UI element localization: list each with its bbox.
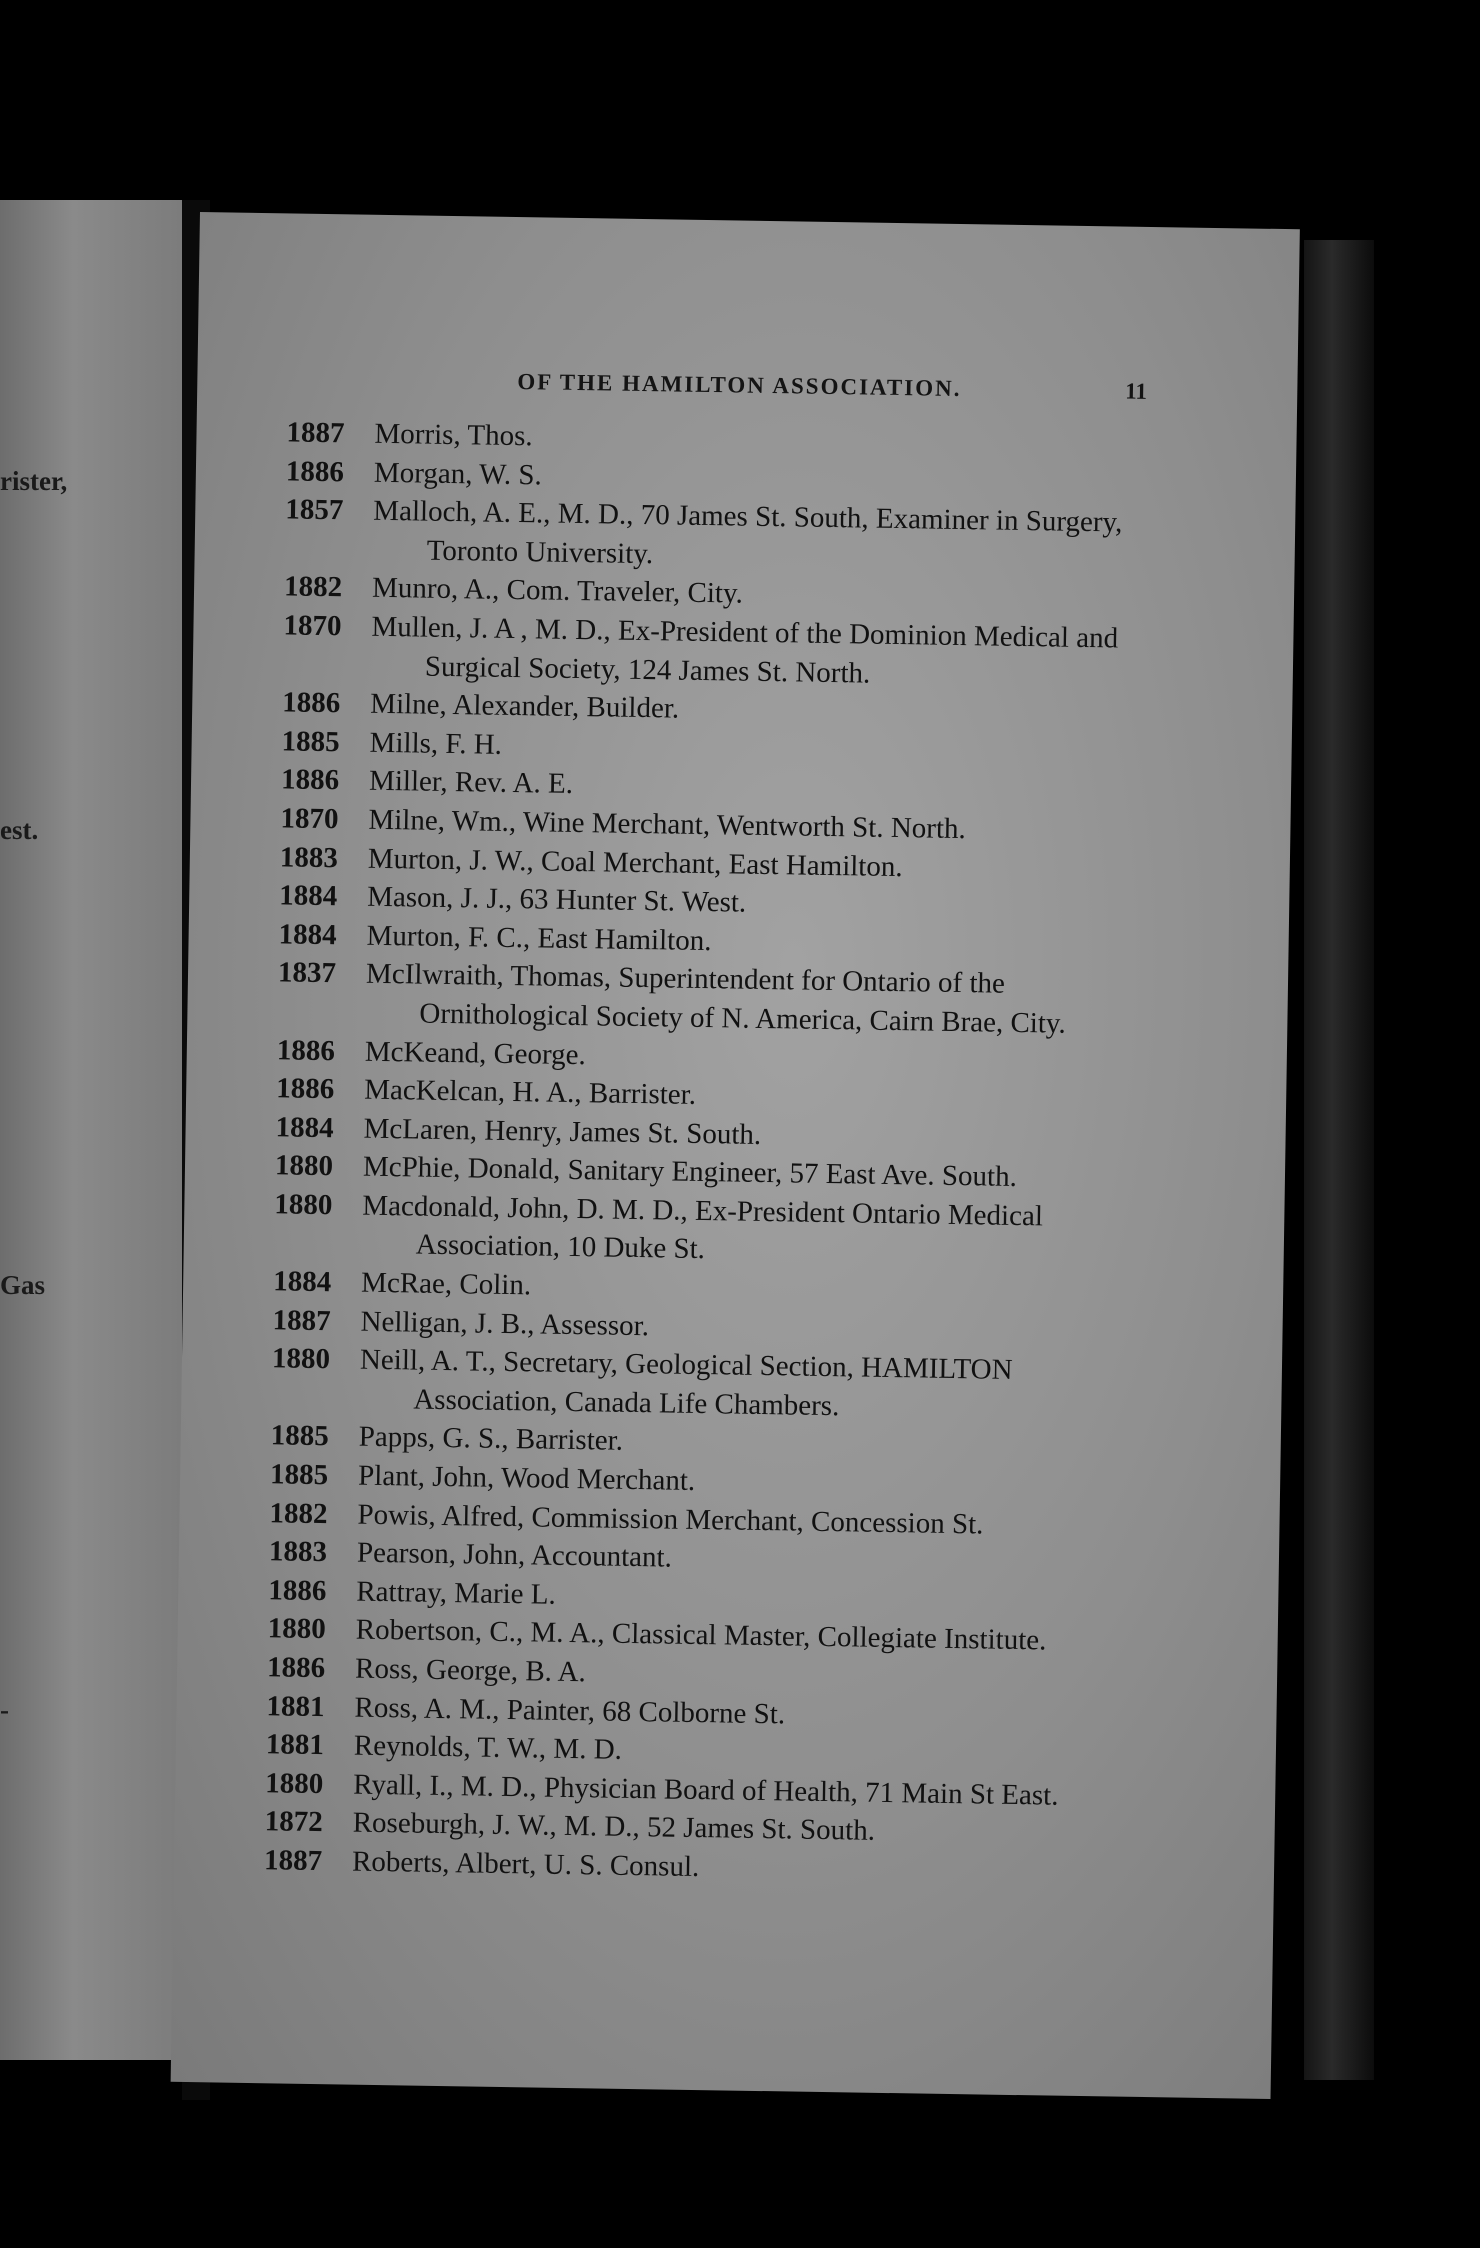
member-year: 1886 bbox=[285, 454, 345, 488]
member-details: Miller, Rev. A. E. bbox=[368, 765, 574, 801]
member-details: Murton, F. C., East Hamilton. bbox=[366, 919, 712, 957]
member-details: Robertson, C., M. A., Classical Master, Collegiate Institute. bbox=[355, 1614, 1047, 1657]
member-details: McKeand, George. bbox=[364, 1035, 586, 1071]
member-year: 1887 bbox=[286, 416, 345, 450]
member-year: 1886 bbox=[275, 1072, 335, 1106]
member-year: 1884 bbox=[272, 1265, 332, 1299]
member-year: 1881 bbox=[265, 1728, 325, 1762]
member-entry bbox=[283, 606, 1154, 697]
member-details: Munro, A., Com. Traveler, City. bbox=[371, 572, 744, 610]
member-year: 1885 bbox=[269, 1458, 329, 1492]
member-year: 1887 bbox=[272, 1303, 331, 1337]
member-details: Mason, J. J., 63 Hunter St. West. bbox=[367, 880, 747, 919]
member-details: MacKelcan, H. A., Barrister. bbox=[363, 1073, 697, 1111]
member-year: 1872 bbox=[264, 1805, 323, 1839]
member-year: 1882 bbox=[269, 1496, 328, 1530]
member-details: Powis, Alfred, Commission Merchant, Concession St. bbox=[357, 1498, 984, 1541]
member-year: 1887 bbox=[263, 1844, 323, 1878]
member-details: McIlwraith, Thomas, Superintendent for Ontario of the Ornithological Society of N. America, Cairn Brae, City. bbox=[365, 958, 1067, 1040]
member-entry bbox=[277, 954, 1148, 1045]
left-page bbox=[0, 200, 182, 2060]
left-page-fragment: rister, bbox=[0, 466, 68, 496]
member-details: Ross, George, B. A. bbox=[354, 1652, 587, 1689]
book-page bbox=[171, 212, 1300, 2099]
member-details: Reynolds, T. W., M. D. bbox=[353, 1729, 623, 1767]
left-page-fragment: est. bbox=[0, 815, 39, 845]
member-year: 1883 bbox=[268, 1535, 328, 1569]
member-details: Malloch, A. E., M. D., 70 James St. South, Examiner in Surgery, Toronto University. bbox=[373, 494, 1123, 570]
member-year: 1870 bbox=[280, 802, 339, 836]
member-year: 1880 bbox=[274, 1149, 334, 1183]
member-details: Rattray, Marie L. bbox=[356, 1575, 557, 1611]
member-year: 1882 bbox=[283, 570, 343, 604]
member-year: 1886 bbox=[268, 1574, 327, 1607]
page-number: 11 bbox=[1125, 378, 1148, 404]
member-year: 1870 bbox=[283, 609, 342, 643]
member-details: Ryall, I., M. D., Physician Board of Health, 71 Main St East. bbox=[353, 1768, 1059, 1812]
member-entry bbox=[274, 1185, 1145, 1276]
member-year: 1880 bbox=[271, 1342, 331, 1376]
member-details: McRae, Colin. bbox=[360, 1266, 532, 1302]
member-list bbox=[264, 413, 1157, 1893]
member-details: Pearson, John, Accountant. bbox=[356, 1536, 673, 1574]
member-year: 1881 bbox=[266, 1689, 325, 1723]
member-details: McLaren, Henry, James St. South. bbox=[363, 1112, 762, 1151]
member-year: 1880 bbox=[274, 1188, 333, 1222]
member-year: 1886 bbox=[280, 763, 340, 797]
member-year: 1883 bbox=[279, 840, 339, 874]
page-edge-shadow bbox=[1304, 240, 1374, 2080]
member-details: Neill, A. T., Secretary, Geological Section, HAMILTON Association, Canada Life Chambers. bbox=[359, 1343, 1013, 1423]
member-details: Ross, A. M., Painter, 68 Colborne St. bbox=[354, 1691, 786, 1730]
member-details: Macdonald, John, D. M. D., Ex-President Ontario Medical Association, 10 Duke St. bbox=[362, 1189, 1044, 1266]
member-year: 1885 bbox=[270, 1419, 330, 1453]
member-details: Nelligan, J. B., Assessor. bbox=[360, 1305, 650, 1342]
member-year: 1880 bbox=[265, 1767, 324, 1800]
member-details: Morgan, W. S. bbox=[373, 456, 543, 491]
member-entry bbox=[284, 491, 1155, 582]
member-details: Roberts, Albert, U. S. Consul. bbox=[351, 1845, 700, 1884]
member-details: Morris, Thos. bbox=[374, 417, 533, 453]
member-year: 1880 bbox=[267, 1612, 327, 1646]
member-year: 1837 bbox=[277, 956, 337, 990]
member-year: 1884 bbox=[278, 918, 337, 951]
member-details: Papps, G. S., Barrister. bbox=[358, 1421, 624, 1458]
member-details: Murton, J. W., Coal Merchant, East Hamilton. bbox=[367, 842, 903, 883]
running-head: OF THE HAMILTON ASSOCIATION. bbox=[517, 369, 962, 401]
member-details: Milne, Wm., Wine Merchant, Wentworth St. North. bbox=[368, 803, 967, 846]
left-page-fragment: Gas bbox=[0, 1270, 46, 1300]
member-year: 1857 bbox=[285, 493, 344, 527]
member-year: 1884 bbox=[279, 879, 338, 913]
member-details: Mills, F. H. bbox=[369, 726, 503, 761]
member-year: 1886 bbox=[266, 1651, 326, 1685]
member-details: McPhie, Donald, Sanitary Engineer, 57 East Ave. South. bbox=[362, 1150, 1018, 1194]
member-details: Mullen, J. A , M. D., Ex-President of the Dominion Medical and Surgical Society, 124 James St. North. bbox=[371, 610, 1119, 690]
member-year: 1885 bbox=[281, 725, 340, 759]
member-year: 1886 bbox=[282, 686, 341, 720]
member-details: Milne, Alexander, Builder. bbox=[370, 687, 680, 725]
left-page-fragment: - bbox=[0, 1695, 9, 1725]
member-details: Roseburgh, J. W., M. D., 52 James St. South. bbox=[352, 1806, 876, 1848]
member-entry bbox=[271, 1340, 1142, 1431]
member-details: Plant, John, Wood Merchant. bbox=[357, 1459, 696, 1497]
member-year: 1886 bbox=[276, 1033, 336, 1067]
member-year: 1884 bbox=[275, 1110, 334, 1144]
